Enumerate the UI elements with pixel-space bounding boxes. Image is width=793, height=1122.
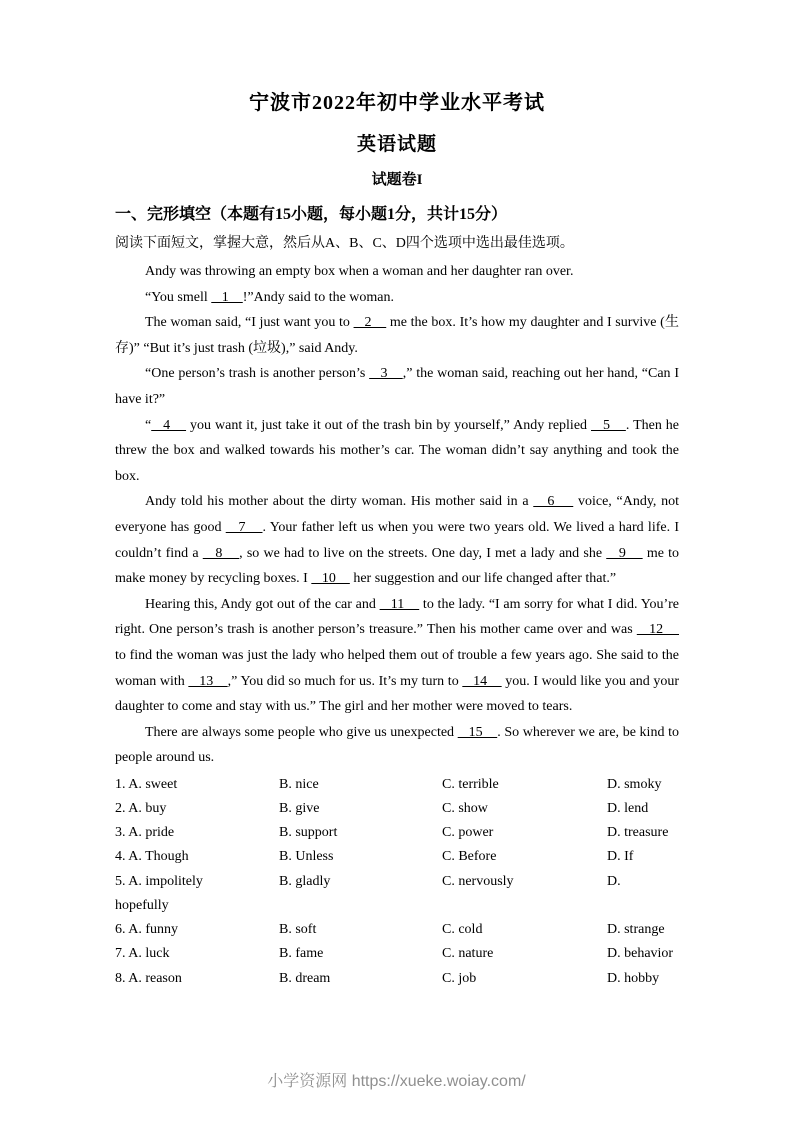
option-cell: D. <box>607 873 621 889</box>
option-cell: C. show <box>442 801 488 817</box>
option-cell: C. power <box>442 825 494 841</box>
option-cell: 2. A. buy <box>115 801 167 817</box>
option-cell: C. nature <box>442 946 494 962</box>
cloze-blank-3: 3 <box>369 366 403 382</box>
option-cell: D. smoky <box>607 776 662 792</box>
passage-paragraph: Andy was throwing an empty box when a woman and her daughter ran over. <box>145 264 574 279</box>
option-cell: B. dream <box>279 970 331 986</box>
option-cell: B. soft <box>279 922 317 938</box>
option-row <box>115 773 679 797</box>
option-cell: 1. A. sweet <box>115 776 178 792</box>
passage-paragraph: “One person’s trash is another person’s 3 ,” the woman said, reaching out her hand, “Can I have it?” <box>115 366 680 407</box>
options-list <box>115 773 679 991</box>
passage <box>115 259 679 771</box>
option-row <box>115 967 679 991</box>
option-cell: B. Unless <box>279 849 334 865</box>
option-cell: C. nervously <box>442 873 514 889</box>
cloze-blank-11: 11 <box>379 596 420 612</box>
option-cell: D. treasure <box>607 825 669 841</box>
cloze-blank-12: 12 <box>636 622 679 638</box>
option-row <box>115 870 679 894</box>
cloze-blank-5: 5 <box>591 417 626 433</box>
passage-paragraph: There are always some people who give us unexpected 15 . So wherever we are, be kind to people around us. <box>115 724 679 766</box>
option-cell: D. lend <box>607 801 649 817</box>
cloze-blank-4: 4 <box>151 417 187 433</box>
footer-watermark-text: 小学资源网 https://xueke.woiay.com/ <box>267 1073 526 1090</box>
cloze-blank-1: 1 <box>211 289 243 305</box>
cloze-blank-9: 9 <box>606 545 643 561</box>
option-row <box>115 845 679 869</box>
option-cell: 4. A. Though <box>115 849 189 865</box>
paper-label: 试题卷I <box>371 172 423 188</box>
option-cell: D. behavior <box>607 946 674 962</box>
option-cell: 8. A. reason <box>115 970 182 986</box>
option-overflow: hopefully <box>115 897 169 913</box>
cloze-blank-13: 13 <box>188 673 228 689</box>
passage-paragraph: Andy told his mother about the dirty woman. His mother said in a 6 voice, “Andy, not everyone has good 7 . Your father left us when you were two years old. We lived a hard life. I couldn’t find a 8 , so we had to live on the streets. One day, I met a lady and she 9 me to make money by recycling boxes. I 10 her suggestion and our life changed after that.” <box>115 494 680 587</box>
option-cell: D. hobby <box>607 970 660 986</box>
option-cell: D. If <box>607 849 634 865</box>
cloze-blank-2: 2 <box>353 315 387 331</box>
option-cell: 7. A. luck <box>115 946 170 962</box>
doc-subtitle: 英语试题 <box>356 134 437 155</box>
section-instructions: 阅读下面短文，掌握大意，然后从A、B、C、D四个选项中选出最佳选项。 <box>115 236 574 251</box>
option-cell: 5. A. impolitely <box>115 873 203 889</box>
option-cell: B. gladly <box>279 873 331 889</box>
option-cell: B. fame <box>279 946 324 962</box>
cloze-blank-14: 14 <box>462 673 502 689</box>
option-cell: C. job <box>442 970 477 986</box>
cloze-blank-10: 10 <box>311 571 350 587</box>
option-cell: C. terrible <box>442 776 499 792</box>
section-heading: 一、完形填空（本题有15小题，每小题1分，共计15分） <box>115 206 508 223</box>
option-cell: B. give <box>279 801 320 817</box>
option-row <box>115 821 679 845</box>
cloze-blank-15: 15 <box>457 724 498 740</box>
passage-paragraph: “ 4 you want it, just take it out of the trash bin by yourself,” Andy replied 5 . Then he threw the box and walked towards his mother’s car. The woman didn’t say anything and took the box. <box>115 417 680 484</box>
cloze-blank-6: 6 <box>533 494 574 510</box>
cloze-blank-7: 7 <box>225 519 263 535</box>
option-cell: C. cold <box>442 922 483 938</box>
option-cell: B. support <box>279 825 338 841</box>
option-row <box>115 942 679 966</box>
option-cell: C. Before <box>442 849 497 865</box>
footer <box>0 1068 793 1091</box>
passage-paragraph: Hearing this, Andy got out of the car and 11 to the lady. “I am sorry for what I did. You’re right. One person’s trash is another person’s treasure.” Then his mother came over and was 12 to find the woman was just the lady who helped them out of trouble a few years ago. She said to the woman with 13 ,” You did so much for us. It’s my turn to 14 you. I would like you and your daughter to come and stay with us.” The girl and her mother were moved to tears. <box>115 596 679 715</box>
option-row <box>115 797 679 821</box>
option-cell: 3. A. pride <box>115 825 175 841</box>
option-cell: 6. A. funny <box>115 922 178 938</box>
cloze-blank-8: 8 <box>202 545 240 561</box>
passage-paragraph: The woman said, “I just want you to 2 me the box. It’s how my daughter and I survive (生存)” “But it’s just trash (垃圾),” said Andy. <box>115 315 680 356</box>
option-cell: B. nice <box>279 776 319 792</box>
doc-title: 宁波市2022年初中学业水平考试 <box>249 92 545 114</box>
option-row <box>115 918 679 942</box>
passage-paragraph: “You smell 1 !”Andy said to the woman. <box>145 289 395 305</box>
option-cell: D. strange <box>607 922 665 938</box>
